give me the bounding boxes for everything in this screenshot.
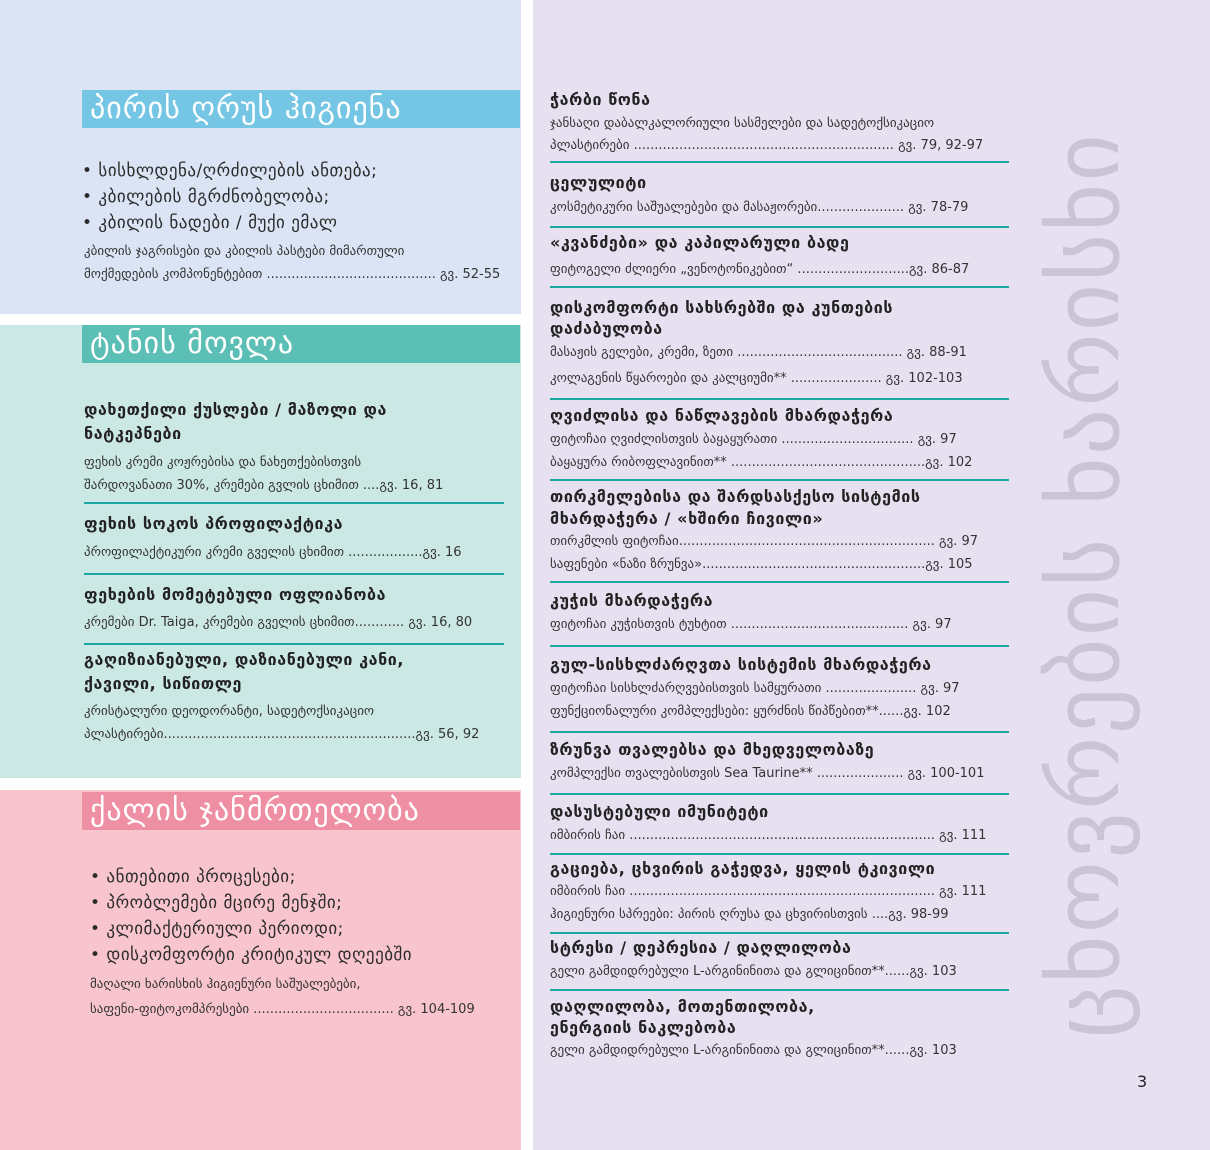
section-heading: ფეხების მომეტებული ოფლიანობა — [84, 585, 387, 604]
section-line: თირკმლის ფიტოჩაი.............................................................. გვ. 97 — [550, 534, 979, 549]
section-line: ბაყაყურა რიბოფლავინით** ...............................................გვ. 102 — [550, 455, 973, 470]
section-line: ფიტოჩაი ღვიძლისთვის ბაყაყურათი ................................ გვ. 97 — [550, 432, 957, 447]
section-line: კომპლექსი თვალებისთვის Sea Taurine** ..................... გვ. 100-101 — [550, 766, 985, 781]
section-heading: ღვიძლისა და ნაწლავების მხარდაჭერა — [550, 406, 894, 425]
women-bullet: • პრობლემები მცირე მენჯში; — [90, 893, 343, 913]
section-heading: ფეხის სოკოს პროფილაქტიკა — [84, 514, 344, 533]
women-bullet: • დისკომფორტი კრიტიკულ დღეებში — [90, 945, 413, 965]
oral-desc-line: კბილის ჯაგრისები და კბილის პასტები მიმართული — [84, 244, 405, 259]
divider — [550, 161, 1009, 163]
section-heading: გაციება, ცხვირის გაჭედვა, ყელის ტკივილი — [550, 859, 936, 878]
oral-bullet: • კბილების მგრძნობელობა; — [82, 187, 330, 207]
section-line: პლასტირები ............................................................... გვ. 79, 92-97 — [550, 138, 984, 153]
section-line: იმბირის ჩაი .......................................................................... გვ. 111 — [550, 884, 987, 899]
section-heading: ცელულიტი — [550, 173, 647, 192]
divider — [84, 643, 504, 645]
section-heading: დაღლილობა, მოთენთილობა, — [550, 997, 815, 1016]
womens-health-title: ქალის ჯანმრთელობა — [82, 792, 520, 830]
section-heading: დასუსტებული იმუნიტეტი — [550, 802, 769, 821]
section-heading: დაძაბულობა — [550, 319, 663, 338]
section-line: კოსმეტიკური საშუალებები და მასაჟორები..................... გვ. 78-79 — [550, 200, 969, 215]
women-bullet: • კლიმაქტერიული პერიოდი; — [90, 919, 344, 939]
section-line: შარდოვანათი 30%, კრემები გვლის ცხიმით ....გვ. 16, 81 — [84, 478, 444, 493]
section-heading: გულ-სისხლძარღვთა სისტემის მხარდაჭერა — [550, 655, 932, 674]
section-line: კოლაგენის წყაროები და კალციუმი** ...................... გვ. 102-103 — [550, 371, 963, 386]
section-line: ფუნქციონალური კომპლექსები: ყურძნის წიპწებით**......გვ. 102 — [550, 704, 951, 719]
section-heading: თირკმელებისა და შარდსასქესო სისტემის — [550, 487, 921, 506]
divider — [550, 989, 1009, 991]
section-line: საფენები «ნაზი ზრუნვა»......................................................გვ. 105 — [550, 557, 973, 572]
section-heading: დისკომფორტი სახსრებში და კუნთების — [550, 298, 894, 317]
section-heading: მხარდაჭერა / «ხშირი ჩივილი» — [550, 509, 824, 528]
section-heading: «კვანძები» და კაპილარული ბადე — [550, 233, 850, 252]
section-line: მასაჟის გელები, კრემი, ზეთი ........................................ გვ. 88-91 — [550, 345, 967, 360]
divider — [550, 853, 1009, 855]
section-line: კრისტალური დეოდორანტი, სადეტოქსიკაციო — [84, 704, 375, 719]
oral-bullet: • კბილის ნადები / მუქი ემალ — [82, 213, 338, 233]
section-heading: გაღიზიანებული, დაზიანებული კანი, — [84, 650, 405, 669]
section-line: პროფილაქტიკური კრემი გველის ცხიმით ..................გვ. 16 — [84, 545, 462, 560]
section-line: გელი გამდიდრებული L-არგინინითა და გლიცინით**......გვ. 103 — [550, 964, 957, 979]
section-line: კრემები Dr. Taiga, კრემები გველის ცხიმით............ გვ. 16, 80 — [84, 615, 473, 630]
divider — [550, 286, 1009, 288]
section-line: ჰიგიენური სპრეები: პირის ღრუსა და ცხვირისთვის ....გვ. 98-99 — [550, 907, 949, 922]
women-desc-line: საფენი-ფიტოკომპრესები .................................. გვ. 104-109 — [90, 1002, 475, 1017]
oral-desc-line: მოქმედების კომპონენტებით ......................................... გვ. 52-55 — [84, 267, 501, 282]
divider — [84, 502, 504, 504]
section-heading: ჭარბი წონა — [550, 90, 651, 109]
divider — [550, 479, 1009, 481]
side-title: ცხოვრების ხარისხი — [1033, 132, 1140, 1038]
section-heading: ქავილი, სიწითლე — [84, 674, 242, 693]
section-heading: დახეთქილი ქუსლები / მაზოლი და — [84, 400, 387, 419]
section-line: გელი გამდიდრებული L-არგინინითა და გლიცინით**......გვ. 103 — [550, 1043, 957, 1058]
body-care-title: ტანის მოვლა — [82, 325, 520, 363]
section-line: ფიტოჩაი სისხლძარღვებისთვის სამყურათი ...................... გვ. 97 — [550, 681, 960, 696]
divider — [84, 573, 504, 575]
oral-hygiene-title: პირის ღრუს ჰიგიენა — [82, 90, 520, 128]
divider — [550, 793, 1009, 795]
divider — [550, 932, 1009, 934]
divider — [550, 731, 1009, 733]
divider — [550, 645, 1009, 647]
divider — [550, 226, 1009, 228]
section-line: პლასტირები.............................................................გვ. 56, 92 — [84, 727, 480, 742]
divider — [550, 581, 1009, 583]
section-line: ჯანსაღი დაბალკალორიული სასმელები და სადეტოქსიკაციო — [550, 116, 935, 131]
women-bullet: • ანთებითი პროცესები; — [90, 867, 296, 887]
section-line: იმბირის ჩაი .......................................................................... გვ. 111 — [550, 828, 987, 843]
section-line: ფეხის კრემი კოჟრებისა და ნახეთქებისთვის — [84, 455, 362, 470]
page-number: 3 — [1137, 1072, 1148, 1091]
section-heading: ენერგიის ნაკლებობა — [550, 1018, 737, 1037]
section-line: ფიტოგელი ძლიერი „ვენოტონიკებით“ ...........................გვ. 86-87 — [550, 262, 970, 277]
women-desc-line: მაღალი ხარისხის ჰიგიენური საშუალებები, — [90, 977, 361, 992]
oral-bullet: • სისხლდენა/ღრძილების ანთება; — [82, 161, 378, 181]
womens-health-panel — [0, 790, 521, 1150]
divider — [550, 398, 1009, 400]
section-heading: სტრესი / დეპრესია / დაღლილობა — [550, 938, 852, 957]
section-heading: ზრუნვა თვალებსა და მხედველობაზე — [550, 740, 875, 759]
section-heading: კუჭის მხარდაჭერა — [550, 591, 714, 610]
section-line: ფიტოჩაი კუჭისთვის ტუხტით ........................................... გვ. 97 — [550, 617, 952, 632]
section-heading: ნატკეპნები — [84, 424, 182, 443]
